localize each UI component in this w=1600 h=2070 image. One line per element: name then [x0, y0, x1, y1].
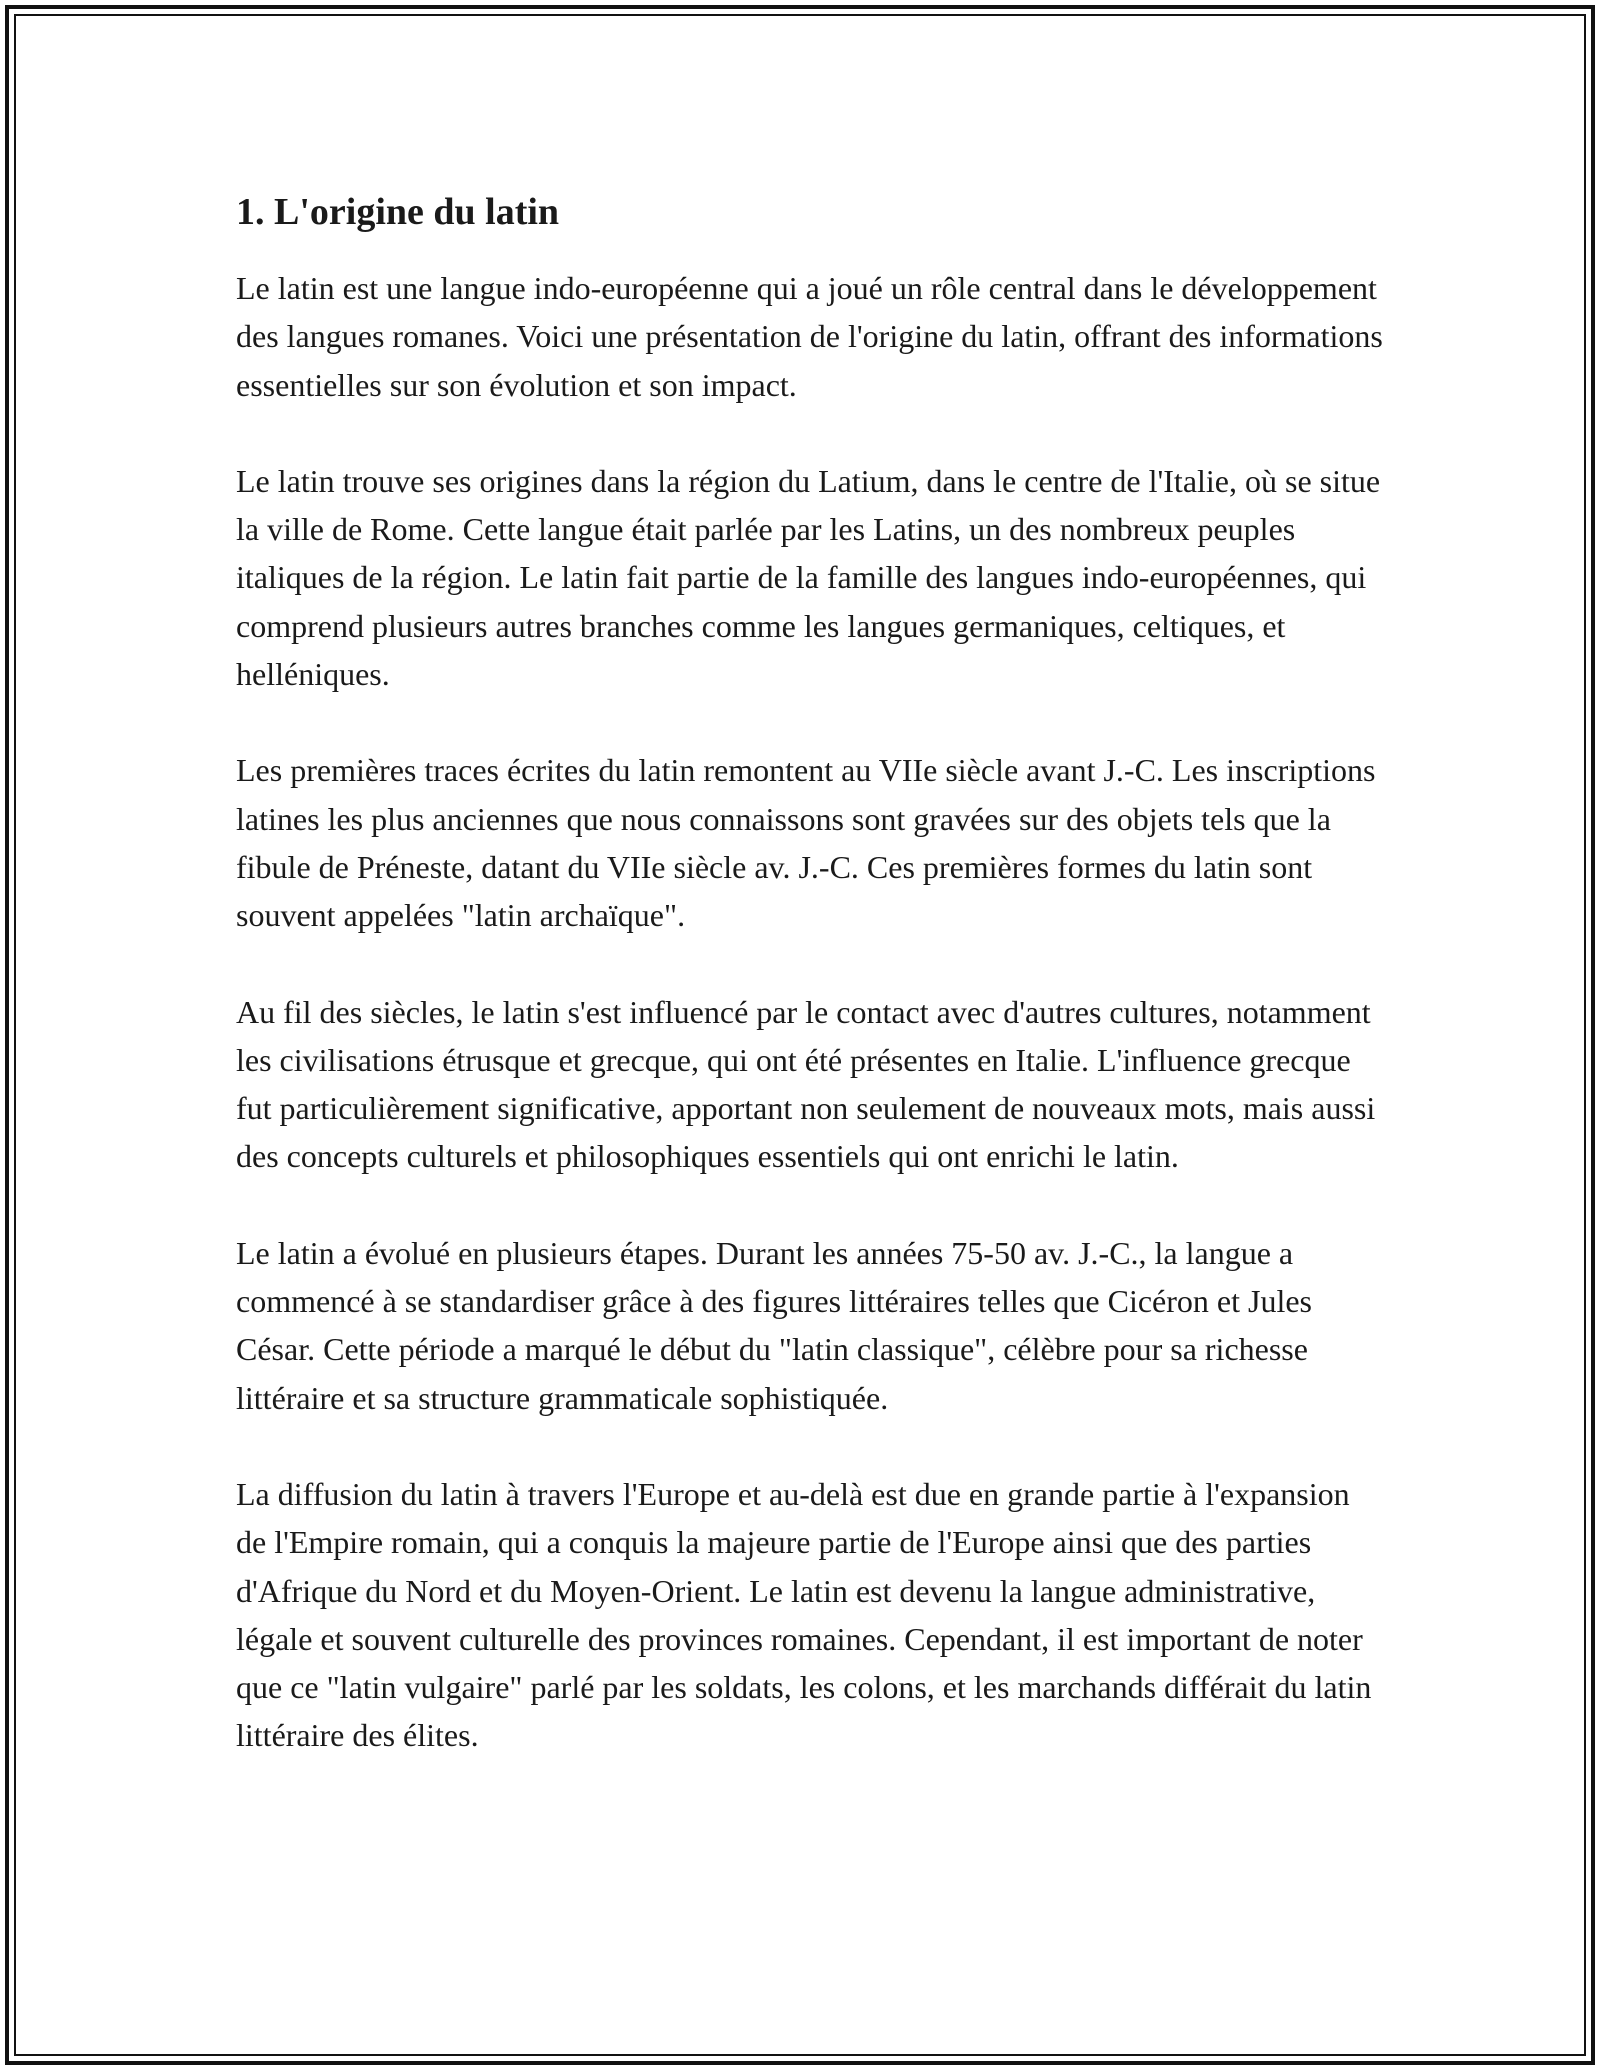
paragraph-cultural-influences: Au fil des siècles, le latin s'est influencé par le contact avec d'autres cultures, notamment les civilisations étrusque et grecque, qui ont été présentes en Italie. L'influence grecque fut particulièrement significative, apportant non seulement de nouveaux mots, mais aussi des concepts culturels et philosophiques essentiels qui ont enrichi le latin. [236, 993, 1376, 1175]
paragraph-latium-origins: Le latin trouve ses origines dans la région du Latium, dans le centre de l'Italie, où se situe la ville de Rome. Cette langue était parlée par les Latins, un des nombreux peuples italiques de la région. Le latin fait partie de la famille des langues indo-européennes, qui comprend plusieurs autres branches comme les langues germaniques, celtiques, et helléniques. [236, 462, 1381, 693]
document-body [236, 186, 1386, 1808]
section-title: 1. L'origine du latin [236, 191, 560, 233]
paragraph-first-written-traces: Les premières traces écrites du latin remontent au VIIe siècle avant J.-C. Les inscriptions latines les plus anciennes que nous connaissons sont gravées sur des objets tels que la fibule de Préneste, datant du VIIe siècle av. J.-C. Ces premières formes du latin sont souvent appelées "latin archaïque". [236, 752, 1376, 934]
paragraph-classical-latin: Le latin a évolué en plusieurs étapes. Durant les années 75-50 av. J.-C., la langue a commencé à se standardiser grâce à des figures littéraires telles que Cicéron et Jules César. Cette période a marqué le début du "latin classique", célèbre pour sa richesse littéraire et sa structure grammaticale sophistiquée. [236, 1234, 1312, 1416]
paragraph-intro: Le latin est une langue indo-européenne qui a joué un rôle central dans le développement des langues romanes. Voici une présentation de l'origine du latin, offrant des informations essentielles sur son évolution et son impact. [236, 270, 1383, 403]
paragraph-roman-empire-diffusion: La diffusion du latin à travers l'Europe et au-delà est due en grande partie à l'expansion de l'Empire romain, qui a conquis la majeure partie de l'Europe ainsi que des parties d'Afrique du Nord et du Moyen-Orient. Le latin est devenu la langue administrative, légale et souvent culturelle des provinces romaines. Cependant, il est important de noter que ce "latin vulgaire" parlé par les soldats, les colons, et les marchands différait du latin littéraire des élites. [236, 1475, 1372, 1754]
